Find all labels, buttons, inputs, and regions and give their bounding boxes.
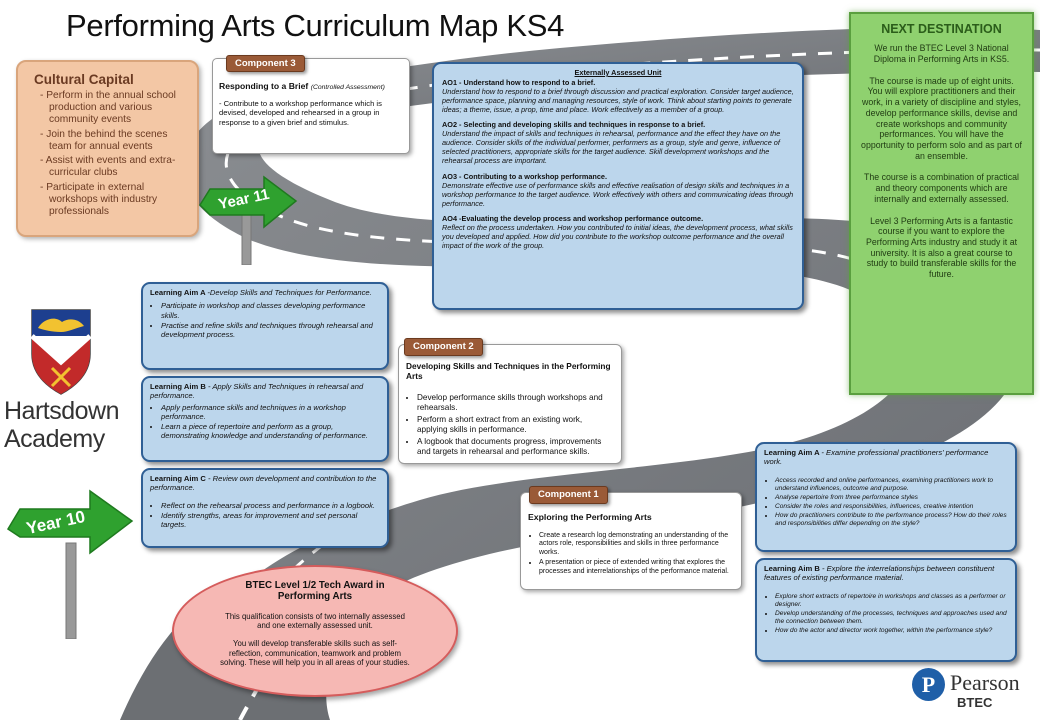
cultural-capital-item: - Perform in the annual school production and various community events	[40, 90, 176, 126]
school-name: Hartsdown Academy	[4, 397, 119, 453]
learning-aim-item: • Practise and refine skills and techniques through rehearsal and development process.	[161, 321, 380, 340]
bullet-dash: -	[40, 181, 47, 193]
pearson-logo: P Pearson BTEC	[912, 668, 1036, 716]
learning-aim-item: • Participate in workshop and classes developing performance skills.	[161, 301, 380, 320]
component3-tag: Component 3	[226, 55, 305, 72]
next-destination-p4: Level 3 Performing Arts is a fantastic course if you want to explore the Performing Arts industry and study it at university. It is also a great course to study to build transferable skills for the future.	[865, 215, 1018, 280]
external-unit-item-body: Understand how to respond to a brief through discussion and practical exploration. Consider target audience, performance space, planning and managing resources, style of work. Think about starting points to generate ideas; a theme, issue, a prop, time and place. Work effectively as a member of a group.	[442, 86, 794, 114]
component-item: • A logbook that documents progress, improvements and targets in rehearsal and performance skills.	[417, 437, 614, 457]
component-item: • Develop performance skills through workshops and rehearsals.	[417, 393, 614, 413]
component2-box	[398, 341, 622, 464]
component3-box	[212, 58, 410, 154]
component1-heading: Exploring the Performing Arts	[528, 512, 652, 522]
component1-list	[528, 532, 734, 577]
cultural-capital-item: - Join the behind the scenes team for annual events	[40, 128, 168, 152]
year11-label: Year 11	[216, 185, 271, 214]
external-unit-items	[442, 79, 794, 251]
cultural-capital-title: Cultural Capital	[34, 72, 134, 87]
c2-learning-aim-a: Learning Aim A -Develop Skills and Techniques for Performance. • Participate in workshop and classes developing performance skills. • Practise and refine skills and techniques through rehearsal and development process.	[141, 282, 389, 370]
learning-aim-item: • How do the actor and director work together, within the performance style?	[775, 627, 1008, 635]
learning-aim-item: • Learn a piece of repertoire and perform as a group, demonstrating knowledge and understanding of performance.	[161, 422, 380, 441]
component2-list	[406, 393, 614, 457]
external-unit-item-head: AO3 - Contributing to a workshop performance.	[442, 171, 607, 181]
page-title: Performing Arts Curriculum Map KS4	[66, 8, 565, 43]
external-unit-item	[442, 173, 794, 209]
external-unit-item	[442, 215, 794, 251]
learning-aim-item: • Analyse repertoire from three performance styles	[775, 494, 1008, 502]
external-unit-box	[432, 62, 804, 310]
external-unit-item-body: Understand the impact of skills and techniques in rehearsal, performance and the effect they have on the audience. Consider skills of the individual performer, performers as a group, style and genre, influence of selected practitioners, appropriate skills for the target audience. Skill development workshops and the rehearsal process are important.	[442, 129, 781, 166]
bullet-dash: -	[40, 90, 47, 101]
next-destination-p2: The course is made up of eight units. You will explore practitioners and their work, in a variety of discipline and styles, develop performance skills, devise and create workshops and community performances. You will have the opportunity to perform solo and as part of an ensemble.	[861, 75, 1022, 161]
external-unit-item-body: Demonstrate effective use of performance skills and effective realisation of design skills and techniques in a workshop performance to the target audience. Work effectively with others and communicating ideas through performance.	[442, 180, 794, 208]
external-unit-item-head: AO1 - Understand how to respond to a brief.	[442, 77, 596, 87]
component3-heading: Responding to a Brief (Controlled Assessment)	[219, 81, 385, 91]
learning-aim-item: • Consider the roles and responsibilities, influences, creative intention	[775, 503, 1008, 511]
btec-award-oval	[172, 565, 458, 697]
btec-award-p1: This qualification consists of two internally assessed and one externally assessed unit.	[225, 611, 405, 631]
school-crest-icon	[28, 306, 94, 396]
component-item: • Perform a short extract from an existing work, applying skills in performance.	[417, 415, 614, 435]
component2-heading: Developing Skills and Techniques in the Performing Arts	[406, 361, 611, 382]
learning-aim-item: • Explore short extracts of repertoire in workshops and classes as a performer or designer.	[775, 593, 1008, 609]
component-item: • A presentation or piece of extended writing that explores the processes and interrelationships of the performance material.	[539, 559, 734, 576]
cultural-capital-list	[28, 90, 189, 218]
bullet-dash: -	[40, 155, 46, 167]
cultural-capital-item: - Assist with events and extra-curricular clubs	[40, 155, 176, 179]
pearson-p-icon: P	[912, 668, 945, 701]
external-unit-item	[442, 121, 794, 165]
learning-aim-item: • Apply performance skills and techniques in a workshop performance.	[161, 403, 380, 422]
c1-learning-aim-b: Learning Aim B - Explore the interrelationships between constituent features of existing performance material. • Explore short extracts of repertoire in workshops and classes as a performer or designer. • Develop understanding of the processes, techniques and approaches used and the connection between them. • How do the actor and director work together, within the performance style?	[755, 558, 1017, 662]
external-unit-item-body: Reflect on the process undertaken. How you contributed to initial ideas, the development process, what skills you developed and applied. How did you contribute to the workshop outcome performance and the overall impact of the work of the group.	[442, 223, 793, 251]
learning-aim-item: • Access recorded and online performances, examining practitioners work to understand influences, outcome and purpose.	[775, 477, 1008, 493]
learning-aim-item: • Identify strengths, areas for improvement and set personal targets.	[161, 511, 380, 530]
component1-box	[520, 489, 742, 590]
btec-award-title: BTEC Level 1/2 Tech Award in Performing Arts	[245, 580, 385, 603]
external-unit-item	[442, 79, 794, 115]
bullet-dash: -	[40, 128, 47, 140]
next-destination-box	[849, 12, 1034, 395]
year10-label: Year 10	[24, 507, 87, 538]
external-unit-title: Externally Assessed Unit	[574, 68, 662, 77]
cultural-capital-box	[16, 60, 199, 237]
c1-learning-aim-a: Learning Aim A - Examine professional practitioners' performance work. • Access recorded and online performances, examining practitioners work to understand influences, outcome and purpose. • Analyse repertoire from three performance styles • Consider the roles and responsibilities, influences, creative intention • How do practitioners contribute to the performance process? How do their roles and responsibilities differ depending on the style?	[755, 442, 1017, 552]
next-destination-title: NEXT DESTINATION	[881, 22, 1002, 36]
learning-aim-item: • How do practitioners contribute to the performance process? How do their roles and responsibilities differ depending on the style?	[775, 512, 1008, 528]
learning-aim-item: • Develop understanding of the processes, techniques and approaches used and the connection between them.	[775, 610, 1008, 626]
cultural-capital-item: - Participate in external workshops with industry professionals	[40, 181, 158, 218]
c2-learning-aim-c: Learning Aim C - Review own development and contribution to the performance. • Reflect on the rehearsal process and performance in a logbook. • Identify strengths, areas for improvement and set personal targets.	[141, 468, 389, 548]
component1-tag: Component 1	[529, 486, 608, 504]
component3-body: - Contribute to a workshop performance which is devised, developed and rehearsed in a group in response to a given brief and stimulus.	[219, 99, 382, 127]
c2-learning-aim-b: Learning Aim B - Apply Skills and Techniques in rehearsal and performance. • Apply performance skills and techniques in a workshop performance. • Learn a piece of repertoire and perform as a group, demonstrating knowledge and understanding of performance.	[141, 376, 389, 462]
year11-arrow	[198, 175, 298, 265]
external-unit-item-head: AO4 -Evaluating the develop process and workshop performance outcome.	[442, 214, 704, 224]
next-destination-p1: We run the BTEC Level 3 National Diploma in Performing Arts in KS5.	[873, 43, 1010, 64]
component-item: • Create a research log demonstrating an understanding of the actors role, responsibilities and skills in three performance works.	[539, 532, 734, 558]
external-unit-item-head: AO2 - Selecting and developing skills and techniques in response to a brief.	[442, 120, 706, 130]
learning-aim-item: • Reflect on the rehearsal process and performance in a logbook.	[161, 501, 380, 510]
component2-tag: Component 2	[404, 338, 483, 356]
next-destination-p3: The course is a combination of practical and theory components which are internally and externally assessed.	[864, 172, 1019, 204]
btec-award-p2: You will develop transferable skills such as self-reflection, communication, teamwork and problem solving. These will help you in all areas of your studies.	[220, 639, 410, 668]
